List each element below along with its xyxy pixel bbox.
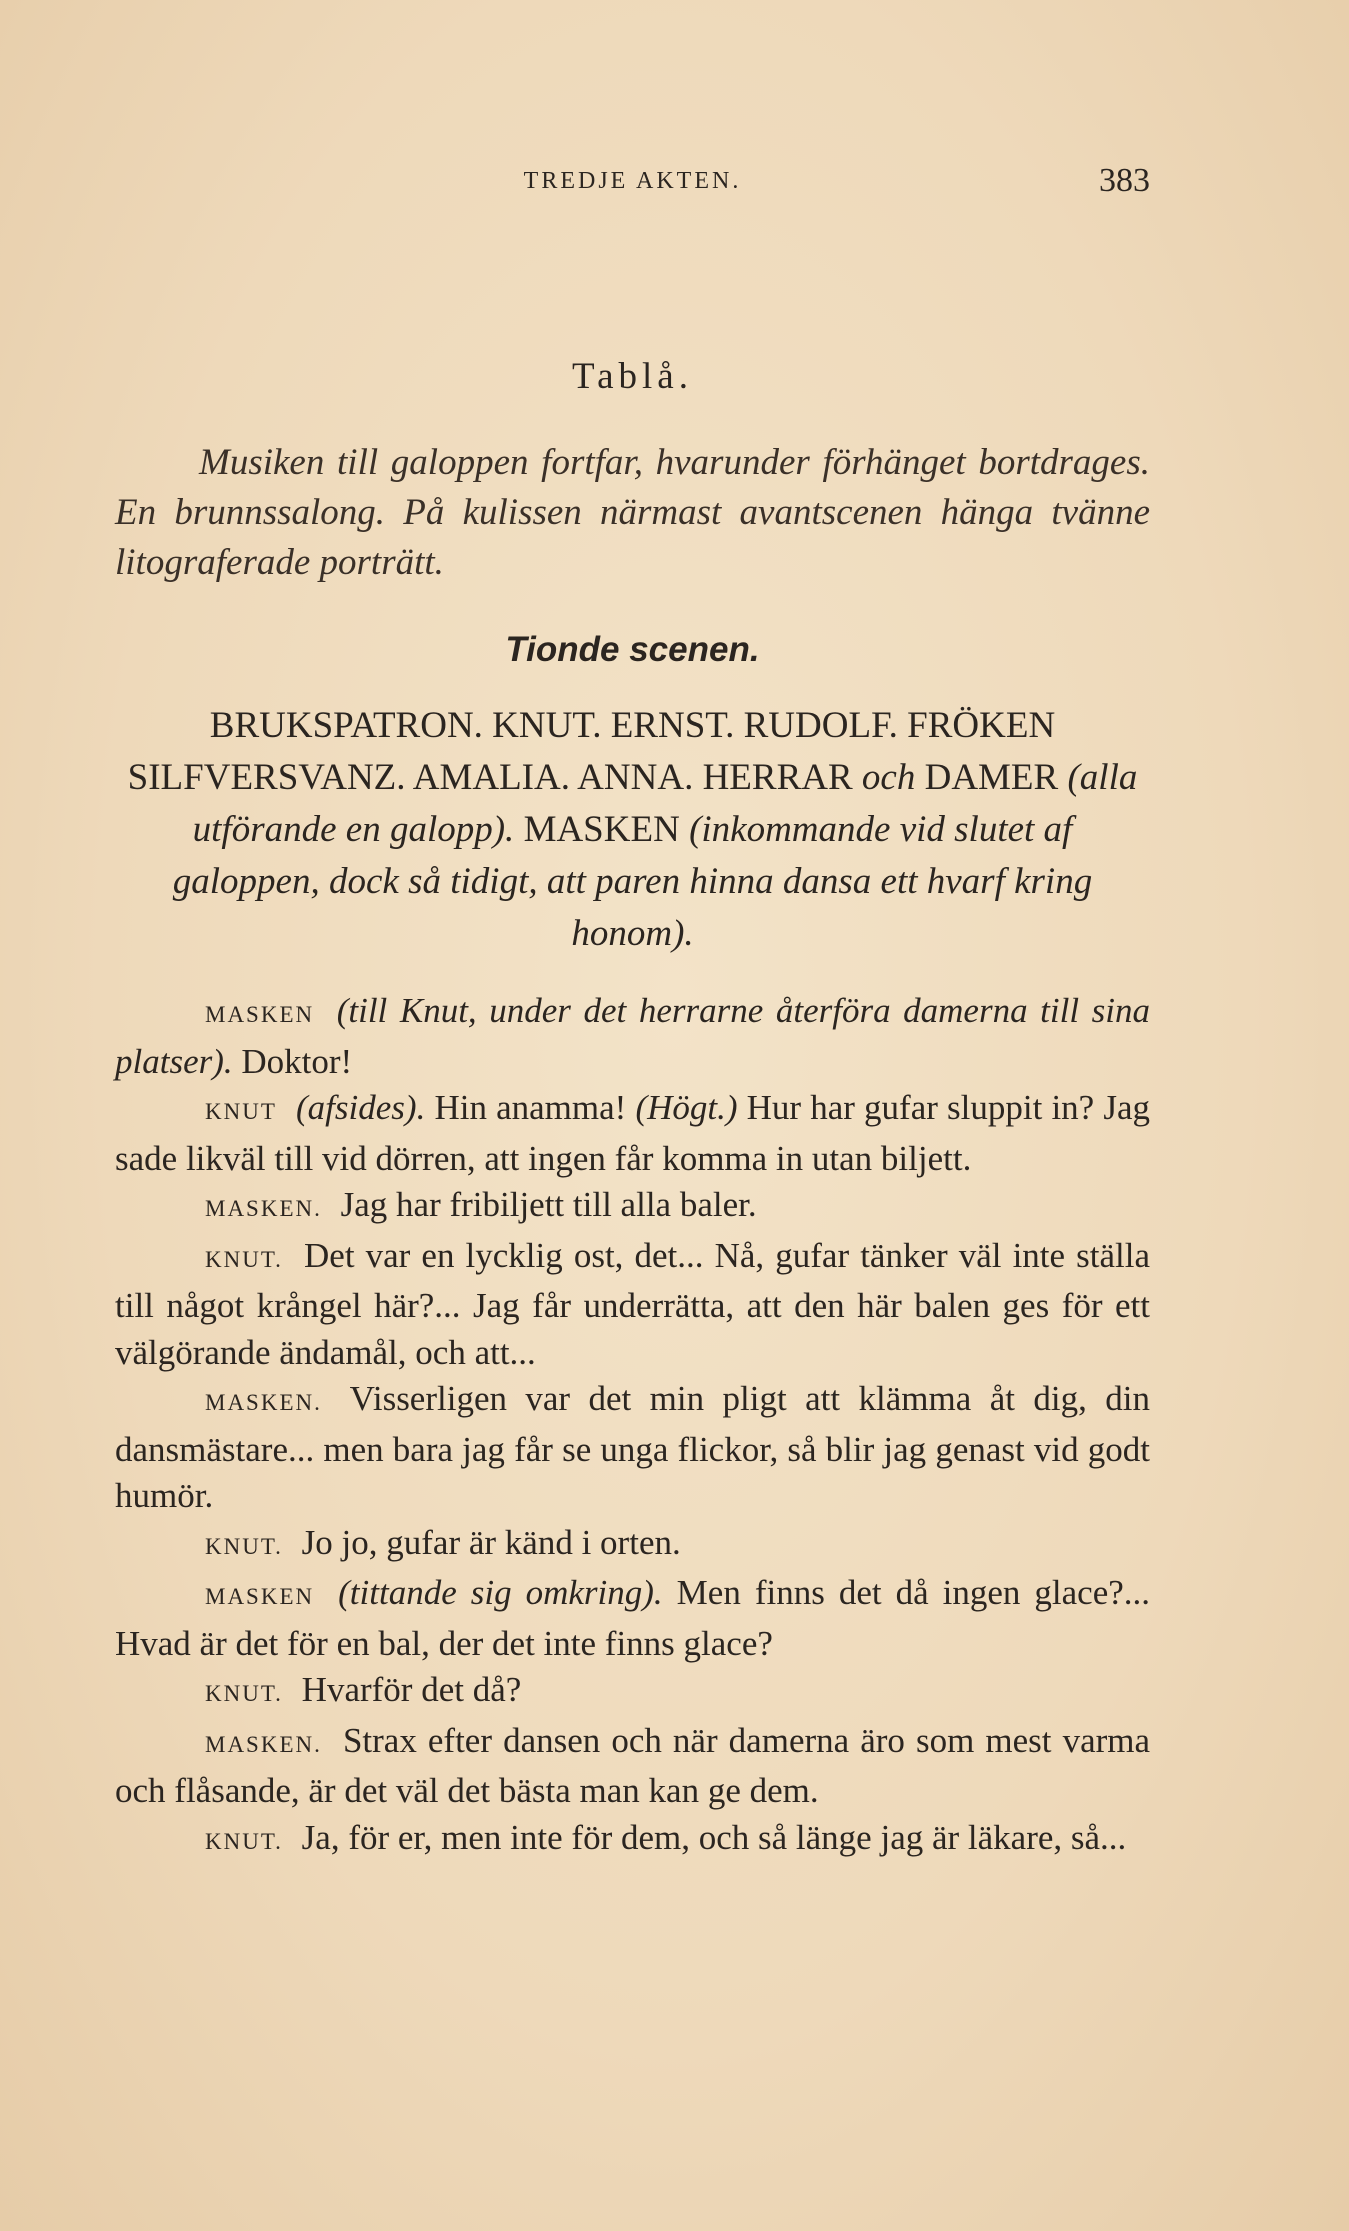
speech-text: Ja, för er, men inte för dem, och så länge jag är läkare, så... bbox=[301, 1817, 1127, 1857]
speaker-name: MASKEN. bbox=[205, 1196, 322, 1221]
stage-direction: (tittande sig omkring). bbox=[338, 1573, 663, 1612]
speech-text: Hin anamma! bbox=[434, 1088, 627, 1127]
dialogue-line bbox=[115, 988, 1150, 1085]
speech-text: Strax efter dansen och när damerna äro som mest varma och flåsande, är det väl det bästa man kan ge dem. bbox=[115, 1720, 1151, 1810]
cast-names: BRUKSPATRON. KNUT. ERNST. RUDOLF. FRÖKEN SILFVERSVANZ. AMALIA. ANNA. HERRAR bbox=[127, 705, 1056, 798]
speech-text: Men finns det då ingen glace?... Hvad är det för en bal, der det inte finns glace? bbox=[115, 1573, 1151, 1663]
dialogue-line bbox=[115, 1570, 1150, 1667]
speaker-name: KNUT bbox=[205, 1099, 277, 1124]
page-number: 383 bbox=[1099, 162, 1150, 199]
dialogue bbox=[115, 988, 1150, 1865]
stage-direction: (Högt.) bbox=[635, 1088, 738, 1127]
dialogue-line bbox=[115, 1520, 1150, 1571]
speech-text: Det var en lycklig ost, det... Nå, gufar tänker väl inte ställa till något krångel här?... Jag får underrätta, att den här balen ges för ett välgörande ändamål, och att... bbox=[115, 1235, 1151, 1372]
speech-text: Hvarför det då? bbox=[301, 1670, 522, 1709]
speaker-name: MASKEN. bbox=[205, 1390, 322, 1415]
speaker-name: MASKEN. bbox=[205, 1731, 322, 1757]
speech-text: Hur har gufar sluppit in? Jag sade likväl till vid dörren, att ingen får komma in utan biljett. bbox=[115, 1088, 1151, 1178]
text-block bbox=[115, 355, 1150, 1865]
speaker-name: MASKEN bbox=[205, 1002, 315, 1027]
speech-text: Jo jo, gufar är känd i orten. bbox=[301, 1522, 681, 1562]
speaker-name: MASKEN bbox=[205, 1584, 315, 1609]
speaker-name: KNUT. bbox=[205, 1681, 283, 1706]
dialogue-line bbox=[115, 1815, 1150, 1866]
running-title: TREDJE AKTEN. bbox=[523, 168, 742, 194]
cast-conjunction: och bbox=[861, 757, 916, 798]
tableau-stage-direction: Musiken till galoppen fortfar, hvarunder förhänget bortdrages. En brunnssalong. På kulissen närmast avantscenen hänga tvänne litograferade porträtt. bbox=[115, 442, 1150, 583]
stage-direction: (till Knut, under det herrarne återföra damerna till sina platser). bbox=[115, 991, 1150, 1081]
stage-direction: (afsides). bbox=[296, 1088, 426, 1127]
speaker-name: KNUT. bbox=[205, 1533, 283, 1559]
cast-damer: DAMER bbox=[924, 757, 1059, 798]
dialogue-line bbox=[115, 1718, 1150, 1815]
speaker-name: KNUT. bbox=[205, 1828, 283, 1854]
speech-text: Jag har fribiljett till alla baler. bbox=[340, 1185, 757, 1224]
cast-list bbox=[115, 700, 1150, 960]
cast-direction-galopp: (alla utförande en galopp). bbox=[192, 757, 1138, 850]
speech-text: Visserligen var det min pligt att klämma åt dig, din dansmästare... men bara jag får se unga flickor, så blir jag genast vid godt humör. bbox=[115, 1379, 1150, 1515]
cast-masken: MASKEN bbox=[523, 809, 680, 850]
scene-title: Tionde scenen. bbox=[505, 630, 760, 669]
dialogue-line bbox=[115, 1233, 1150, 1377]
tableau-heading: Tablå. bbox=[572, 356, 693, 397]
running-head bbox=[115, 162, 1150, 202]
dialogue-line bbox=[115, 1085, 1150, 1182]
dialogue-line bbox=[115, 1667, 1150, 1718]
speaker-name: KNUT. bbox=[205, 1246, 283, 1272]
cast-direction-masken: (inkommande vid slutet af galoppen, dock så tidigt, att paren hinna dansa ett hvarf kring honom). bbox=[172, 809, 1093, 954]
dialogue-line bbox=[115, 1376, 1150, 1520]
speech-text: Doktor! bbox=[241, 1041, 353, 1081]
dialogue-line bbox=[115, 1182, 1150, 1233]
